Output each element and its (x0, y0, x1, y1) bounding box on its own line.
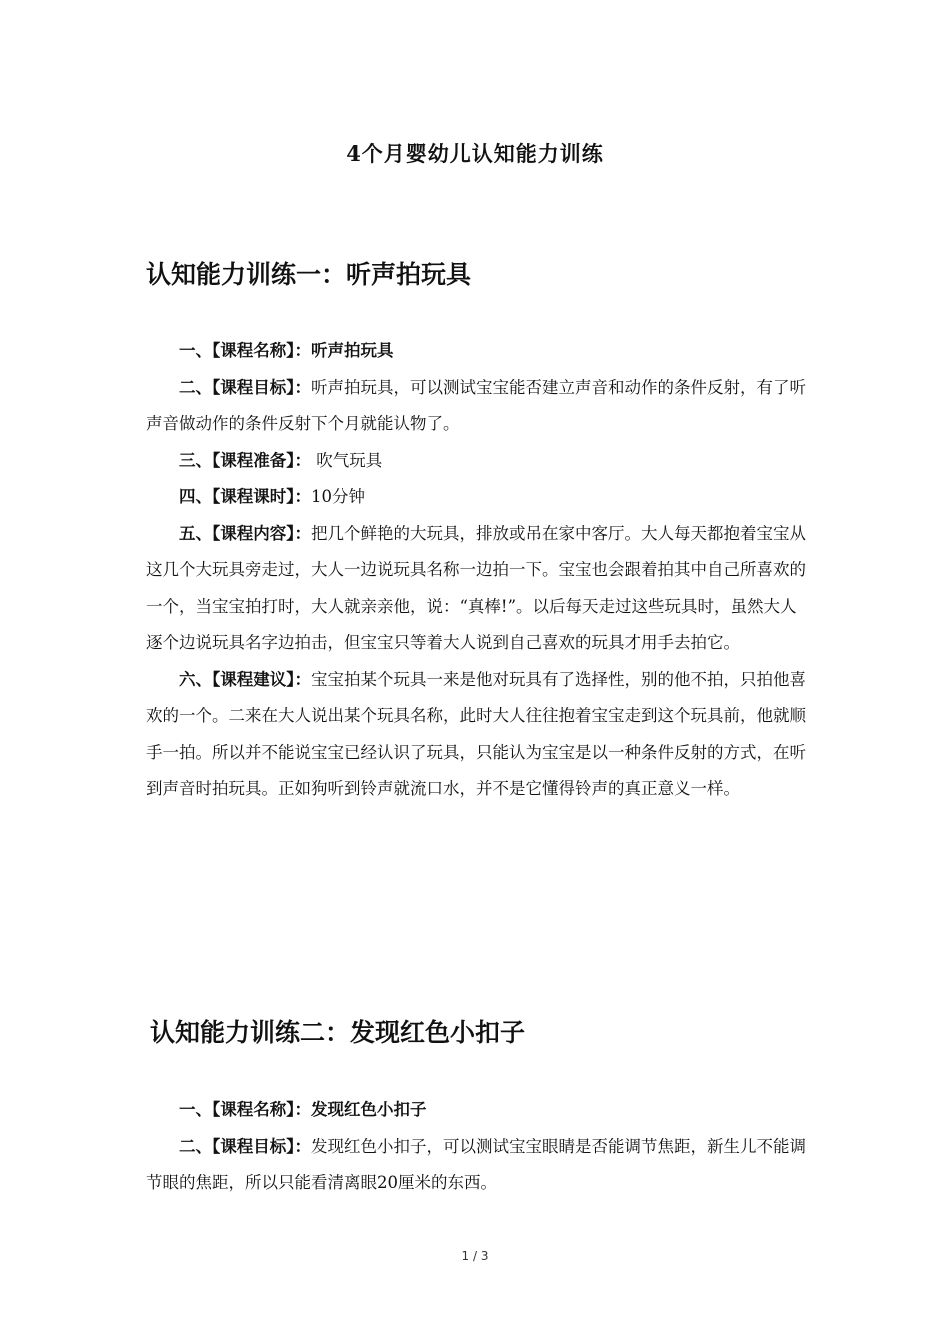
item-lead: 三、【课程准备】： (179, 450, 311, 470)
item-text: 发现红色小扣子 (311, 1100, 427, 1119)
course-suggestion-item (146, 662, 806, 808)
section-heading-1: 认知能力训练一：听声拍玩具 (146, 260, 472, 289)
item-lead: 二、【课程目标】： (179, 1136, 311, 1156)
item-lead: 二、【课程目标】： (179, 377, 311, 397)
item-lead: 六、【课程建议】： (179, 669, 311, 689)
item-lead: 一、【课程名称】： (179, 341, 311, 360)
item-lead: 四、【课程课时】： (179, 487, 311, 506)
course-goal-item (146, 370, 806, 443)
page-indicator: 1 / 3 (461, 1249, 489, 1263)
course-name-item (146, 333, 806, 370)
course-duration-item (146, 479, 806, 516)
section-heading-2: 认知能力训练二：发现红色小扣子 (150, 1018, 526, 1047)
item-text: 10分钟 (311, 487, 365, 506)
section-2-body (146, 1092, 806, 1202)
item-lead: 一、【课程名称】： (179, 1100, 311, 1119)
item-lead: 五、【课程内容】： (179, 523, 311, 543)
item-text: 吹气玩具 (311, 450, 383, 470)
document-title: 4个月婴幼儿认知能力训练 (346, 141, 604, 166)
course-content-item (146, 516, 806, 662)
course-preparation-item (146, 443, 806, 480)
item-text: 宝宝拍某个玩具一来是他对玩具有了选择性，别的他不拍，只拍他喜欢的一个。二来在大人说出某个玩具名称，此时大人往往抱着宝宝走到这个玩具前，他就顺手一拍。所以并不能说宝宝已经认识了玩具，只能认为宝宝是以一种条件反射的方式，在听到声音时拍玩具。正如狗听到铃声就流口水，并不是它懂得铃声的真正意义一样。 (146, 669, 806, 798)
item-text: 把几个鲜艳的大玩具，排放或吊在家中客厅。大人每天都抱着宝宝从这几个大玩具旁走过，大人一边说玩具名称一边拍一下。宝宝也会跟着拍其中自己所喜欢的一个，当宝宝拍打时，大人就亲亲他，说：“真棒!”。以后每天走过这些玩具时，虽然大人逐个边说玩具名字边拍击，但宝宝只等着大人说到自己喜欢的玩具才用手去拍它。 (146, 523, 806, 652)
item-text: 听声拍玩具，可以测试宝宝能否建立声音和动作的条件反射，有了听声音做动作的条件反射下个月就能认物了。 (146, 377, 806, 433)
item-text: 发现红色小扣子，可以测试宝宝眼睛是否能调节焦距，新生儿不能调节眼的焦距，所以只能看清离眼20厘米的东西。 (146, 1136, 806, 1192)
section-1-body (146, 333, 806, 808)
course-name-item (146, 1092, 806, 1129)
course-goal-item (146, 1129, 806, 1202)
item-text: 听声拍玩具 (311, 341, 394, 360)
